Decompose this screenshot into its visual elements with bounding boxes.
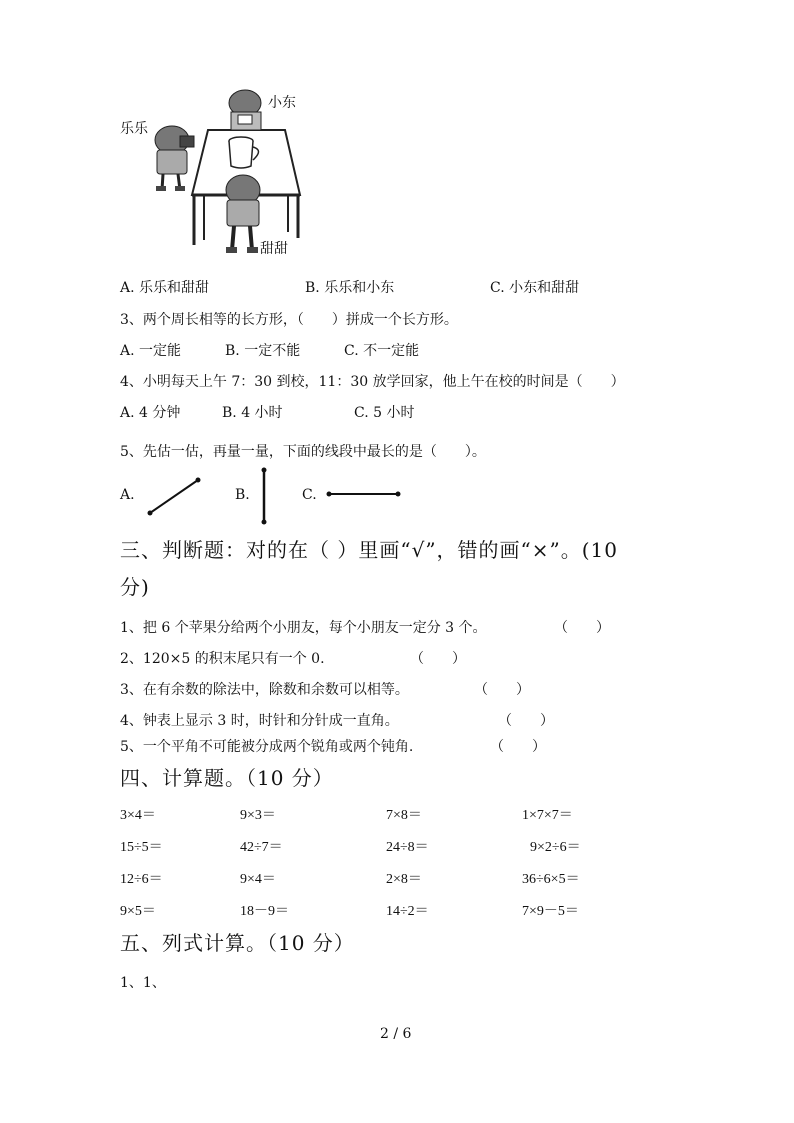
s3-item-3-blank[interactable]: （ ）: [474, 682, 530, 698]
page-number: 2 / 6: [380, 1026, 412, 1042]
q4-option-a: A. 4 分钟: [120, 405, 181, 421]
s3-item-5-text: 5、一个平角不可能被分成两个锐角或两个钝角.: [120, 739, 414, 755]
label-lele: 乐乐: [120, 121, 148, 137]
section5-item-1: 1、1、: [120, 975, 166, 991]
section4-title: 四、计算题。（10 分）: [120, 766, 334, 790]
q4-option-c: C. 5 小时: [354, 405, 415, 421]
s3-item-1-blank[interactable]: （ ）: [554, 620, 610, 636]
q5-stem: 5、先估一估，再量一量，下面的线段中最长的是（ ）。: [120, 444, 486, 460]
s3-item-3-text: 3、在有余数的除法中，除数和余数可以相等。: [120, 682, 409, 698]
calc-r4-c1: 9×5＝: [120, 904, 156, 919]
calc-r1-c2: 9×3＝: [240, 808, 276, 823]
calc-r4-c2: 18－9＝: [240, 904, 289, 919]
s3-item-1-text: 1、把 6 个苹果分给两个小朋友，每个小朋友一定分 3 个。: [120, 620, 487, 636]
q5-option-b: B.: [235, 487, 250, 503]
section3-title-line2: 分): [120, 575, 150, 599]
s3-item-4-text: 4、钟表上显示 3 时，时针和分针成一直角。: [120, 713, 399, 729]
s3-item-2-blank[interactable]: （ ）: [410, 651, 466, 667]
calc-r4-c3: 14÷2＝: [386, 904, 429, 919]
q5-option-a: A.: [120, 487, 135, 503]
s3-item-4-blank[interactable]: （ ）: [498, 713, 554, 729]
q2-option-c: C. 小东和甜甜: [490, 280, 580, 296]
label-xiaodong: 小东: [268, 95, 296, 111]
calc-r2-c1: 15÷5＝: [120, 840, 163, 855]
calc-r1-c1: 3×4＝: [120, 808, 156, 823]
q2-option-a: A. 乐乐和甜甜: [120, 280, 210, 296]
calc-r3-c1: 12÷6＝: [120, 872, 163, 887]
section5-title: 五、列式计算。（10 分）: [120, 931, 355, 955]
calc-r2-c2: 42÷7＝: [240, 840, 283, 855]
calc-r2-c4: 9×2÷6＝: [530, 840, 581, 855]
label-tiantian: 甜甜: [260, 241, 288, 257]
segment-c: [327, 492, 401, 497]
section3-title-line1: 三、判断题：对的在（ ）里画“√”，错的画“×”。(10: [120, 538, 619, 562]
q5-option-c: C.: [302, 487, 317, 503]
calc-r1-c3: 7×8＝: [386, 808, 422, 823]
calc-r3-c4: 36÷6×5＝: [522, 872, 580, 887]
q4-stem: 4、小明每天上午 7：30 到校，11：30 放学回家，他上午在校的时间是（ ）: [120, 374, 625, 390]
s3-item-2-text: 2、120×5 的积末尾只有一个 0.: [120, 651, 325, 667]
segment-a: [148, 478, 201, 516]
q4-option-b: B. 4 小时: [222, 405, 283, 421]
calc-r2-c3: 24÷8＝: [386, 840, 429, 855]
segment-b: [262, 468, 267, 525]
q3-option-b: B. 一定不能: [225, 343, 301, 359]
s3-item-5-blank[interactable]: （ ）: [490, 739, 546, 755]
q2-option-b: B. 乐乐和小东: [305, 280, 395, 296]
q3-option-a: A. 一定能: [120, 343, 182, 359]
q3-option-c: C. 不一定能: [344, 343, 420, 359]
calc-r4-c4: 7×9－5＝: [522, 904, 579, 919]
q3-stem: 3、两个周长相等的长方形，（ ）拼成一个长方形。: [120, 312, 458, 328]
calc-r1-c4: 1×7×7＝: [522, 808, 573, 823]
calc-r3-c3: 2×8＝: [386, 872, 422, 887]
calc-r3-c2: 9×4＝: [240, 872, 276, 887]
